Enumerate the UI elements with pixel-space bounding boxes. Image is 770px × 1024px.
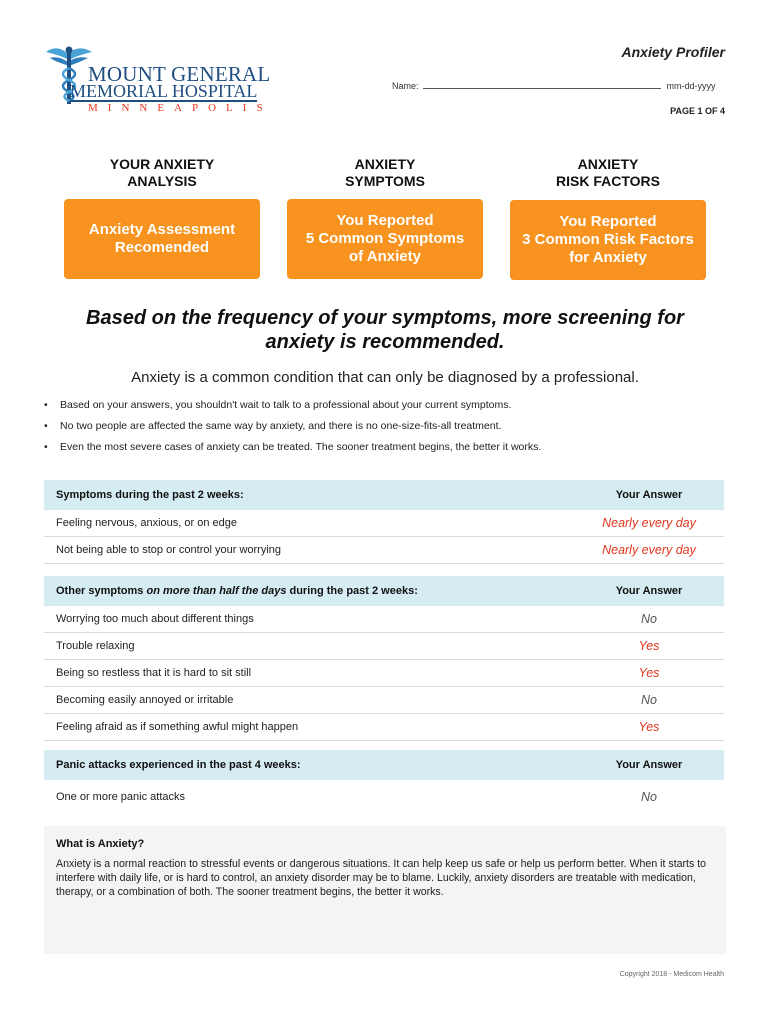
heading-line-1: ANXIETY xyxy=(577,156,639,172)
section-title: Symptoms during the past 2 weeks: xyxy=(56,489,244,501)
question: Feeling nervous, anxious, or on edge xyxy=(56,517,238,529)
question: Being so restless that it is hard to sit still xyxy=(56,667,252,679)
answer: Nearly every day xyxy=(602,516,696,530)
table-row xyxy=(44,714,724,741)
hospital-logo xyxy=(44,44,274,118)
answer: Yes xyxy=(638,720,660,734)
copyright: Copyright 2018 - Medicom Health xyxy=(619,971,724,978)
card-line-1: You Reported xyxy=(559,213,657,230)
answer: No xyxy=(641,693,657,707)
table-row xyxy=(44,687,724,714)
date-placeholder: mm-dd-yyyy xyxy=(666,81,716,91)
heading-line-2: RISK FACTORS xyxy=(556,173,660,189)
name-line xyxy=(392,80,716,91)
answer-column-header: Your Answer xyxy=(615,585,683,597)
advice-item: • Even the most severe cases of anxiety can be treated. The sooner treatment begins, the better it works. xyxy=(44,440,734,461)
summary-heading-risk-factors xyxy=(508,156,708,190)
card-line-3: of Anxiety xyxy=(349,248,421,265)
answer-column-header: Your Answer xyxy=(615,759,683,771)
card-line-2: 3 Common Risk Factors xyxy=(522,231,694,248)
about-anxiety-box xyxy=(44,826,726,954)
title-emphasis: on more than half the days xyxy=(146,585,287,597)
advice-item: • Based on your answers, you shouldn't wait to talk to a professional about your current symptoms. xyxy=(44,398,734,419)
question: Not being able to stop or control your worrying xyxy=(56,544,282,556)
recommendation-headline xyxy=(40,306,730,354)
section-title xyxy=(44,585,574,597)
question: Feeling afraid as if something awful might happen xyxy=(56,721,299,733)
page-indicator: PAGE 1 OF 4 xyxy=(670,106,725,116)
table-row xyxy=(44,780,724,814)
other-symptoms-table xyxy=(44,576,724,741)
about-title: What is Anxiety? xyxy=(56,838,145,850)
heading-line-1: YOUR ANXIETY xyxy=(109,156,215,172)
table-header xyxy=(44,576,724,606)
answer: Yes xyxy=(638,639,660,653)
section-title: Panic attacks experienced in the past 4 weeks: xyxy=(56,759,301,771)
table-row xyxy=(44,537,724,564)
symptoms-table xyxy=(44,480,724,564)
heading-line-1: ANXIETY xyxy=(354,156,416,172)
card-line-2: Recomended xyxy=(114,239,210,256)
card-line-3: for Anxiety xyxy=(569,249,647,266)
symptoms-card xyxy=(287,199,483,279)
question: One or more panic attacks xyxy=(56,791,186,803)
answer: Nearly every day xyxy=(602,543,696,557)
table-row xyxy=(44,510,724,537)
answer: No xyxy=(641,790,657,804)
panic-attacks-table xyxy=(44,750,724,814)
summary-heading-analysis xyxy=(62,156,262,190)
document-title: Anxiety Profiler xyxy=(621,44,725,60)
name-field[interactable] xyxy=(423,80,661,89)
table-header xyxy=(44,750,724,780)
logo-city: MINNEAPOLIS xyxy=(88,102,273,114)
name-label: Name: xyxy=(392,81,419,91)
card-line-2: 5 Common Symptoms xyxy=(305,230,465,247)
diagnosis-note: Anxiety is a common condition that can only be diagnosed by a professional. xyxy=(131,369,639,386)
headline-line-1: Based on the frequency of your symptoms, more screening for xyxy=(86,307,684,329)
headline-line-2: anxiety is recommended. xyxy=(265,331,505,353)
about-text: Anxiety is a normal reaction to stressful events or dangerous situations. It can help keep us safe or help us perform better. When it starts to interfere with daily life, or is hard to control, an anxiety disorder may be to blame. Luckily, anxiety disorders are treatable with medication, therapy, or a combination of both. The sooner treatment begins, the better it works. xyxy=(56,858,707,898)
heading-line-2: SYMPTOMS xyxy=(345,173,425,189)
table-row xyxy=(44,660,724,687)
advice-item: • No two people are affected the same way by anxiety, and there is no one-size-fits-all treatment. xyxy=(44,419,734,440)
advice-list xyxy=(44,398,734,461)
question: Worrying too much about different things xyxy=(56,613,254,625)
question: Trouble relaxing xyxy=(56,640,135,652)
answer: No xyxy=(641,612,657,626)
table-header xyxy=(44,480,724,510)
heading-line-2: ANALYSIS xyxy=(127,173,197,189)
title-part: during the past 2 weeks: xyxy=(286,585,418,597)
card-line-1: You Reported xyxy=(336,212,434,229)
card-line-1: Anxiety Assessment xyxy=(88,221,236,238)
table-row xyxy=(44,633,724,660)
logo-line-2: MEMORIAL HOSPITAL xyxy=(70,81,258,101)
question: Becoming easily annoyed or irritable xyxy=(56,694,234,706)
title-part: Other symptoms xyxy=(56,585,147,597)
risk-factors-card xyxy=(510,200,706,280)
summary-heading-symptoms xyxy=(285,156,485,190)
answer: Yes xyxy=(638,666,660,680)
analysis-card xyxy=(64,199,260,279)
logo-line-1: MOUNT GENERAL xyxy=(88,62,271,86)
answer-column-header: Your Answer xyxy=(615,489,683,501)
table-row xyxy=(44,606,724,633)
